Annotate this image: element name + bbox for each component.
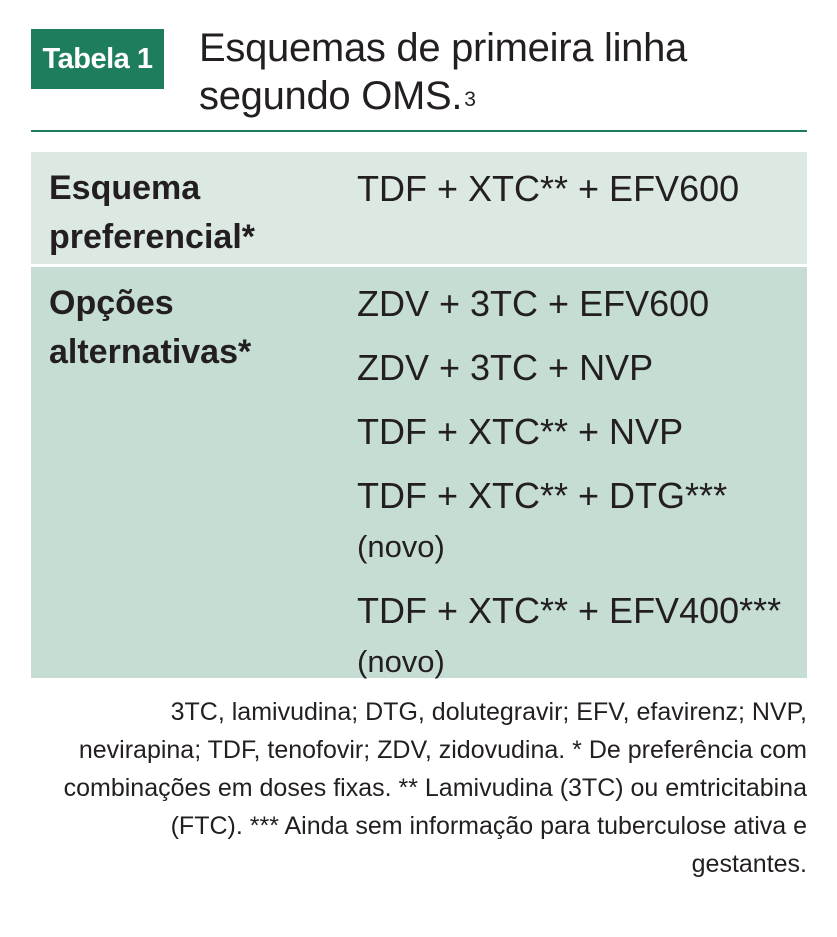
regimen-item: [357, 586, 797, 686]
regimen-list-preferred: [357, 164, 797, 228]
regimen-item: [357, 343, 797, 392]
regimen-item: [357, 471, 797, 571]
table-title-reference: 3: [464, 88, 476, 111]
regimen-table: [31, 152, 807, 678]
regimen-text: TDF + XTC** + NVP: [357, 411, 684, 452]
regimen-note: (novo): [357, 529, 445, 564]
regimen-item: [357, 164, 797, 213]
regimen-text: TDF + XTC** + DTG***: [357, 475, 728, 516]
header-divider: [31, 130, 807, 132]
regimen-list-alternative: [357, 279, 797, 701]
table-title-text: Esquemas de primeira linha segundo OMS.: [199, 26, 688, 118]
table-title: [199, 24, 809, 120]
regimen-text: ZDV + 3TC + NVP: [357, 347, 654, 388]
table-footnote: 3TC, lamivudina; DTG, dolutegravir; EFV, efavirenz; NVP, nevirapina; TDF, tenofovir; ZDV, zidovudina. * De preferência com combinações em doses fixas. ** Lamivudina (3TC) ou emtricitabina (FTC). *** Ainda sem informação para tuberculose ativa e gestantes.: [63, 698, 807, 878]
regimen-item: [357, 279, 797, 328]
regimen-note: (novo): [357, 644, 445, 679]
table-row-preferred: [31, 152, 807, 264]
regimen-item: [357, 407, 797, 456]
regimen-text: TDF + XTC** + EFV600: [357, 168, 740, 209]
regimen-text: TDF + XTC** + EFV400***: [357, 590, 782, 631]
table-header: [31, 18, 807, 130]
table-number-badge: Tabela 1: [31, 29, 164, 89]
row-label-preferred: Esquema preferencial*: [49, 169, 255, 256]
regimen-text: ZDV + 3TC + EFV600: [357, 283, 710, 324]
row-label-alternative: Opções alternativas*: [49, 284, 252, 371]
table-row-alternative: [31, 267, 807, 678]
